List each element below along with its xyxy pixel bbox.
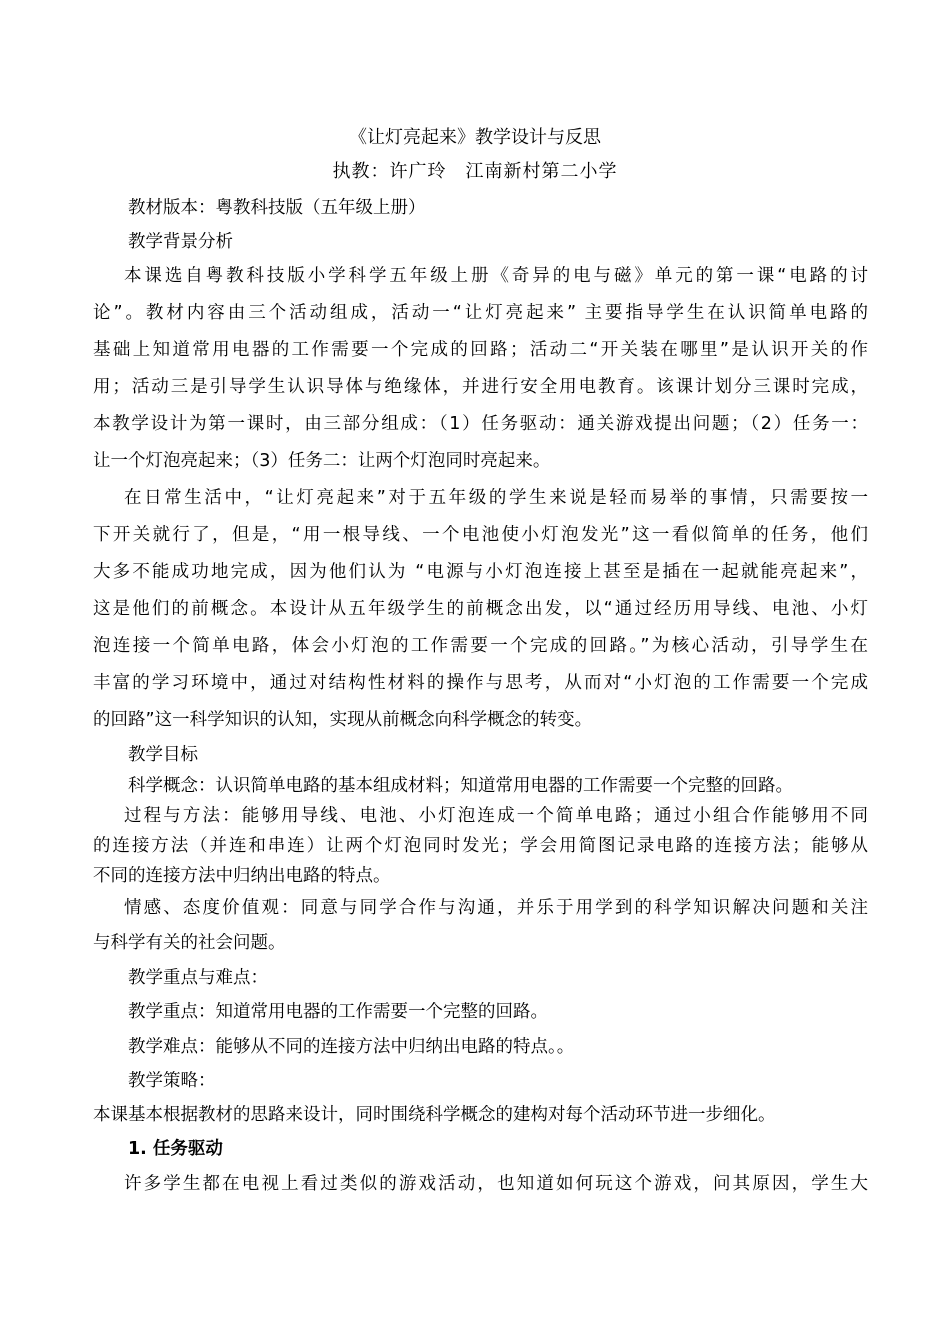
paragraph-line: 下开关就行了，但是，“用一根导线、一个电池使小灯泡发光”这一看似简单的任务，他们: [93, 525, 868, 545]
paragraph-line: 许多学生都在电视上看过类似的游戏活动，也知道如何玩这个游戏，问其原因，学生大: [124, 1174, 868, 1194]
objective-concept: 科学概念：认识简单电路的基本组成材料；知道常用电器的工作需要一个完整的回路。: [128, 776, 793, 796]
paragraph-line: 这是他们的前概念。本设计从五年级学生的前概念出发，以“通过经历用导线、电池、小灯: [93, 599, 868, 619]
paragraph-line: 丰富的学习环境中，通过对结构性材料的操作与思考，从而对“小灯泡的工作需要一个完成: [93, 673, 868, 693]
paragraph-line: 在日常生活中，“让灯亮起来”对于五年级的学生来说是轻而易举的事情，只需要按一: [124, 488, 868, 508]
paragraph-line: 不同的连接方法中归纳出电路的特点。: [93, 866, 391, 886]
paragraph-line: 的回路”这一科学知识的认知，实现从前概念向科学概念的转变。: [93, 710, 593, 730]
paragraph-line: 让一个灯泡亮起来；（3）任务二：让两个灯泡同时亮起来。: [93, 451, 551, 471]
section-heading-strategy: 教学策略：: [128, 1071, 216, 1091]
section-heading-objectives: 教学目标: [128, 745, 198, 765]
paragraph-line: 用；活动三是引导学生认识导体与绝缘体，并进行安全用电教育。该课计划分三课时完成，: [93, 377, 868, 397]
objective-process: 过程与方法：能够用导线、电池、小灯泡连成一个简单电路；通过小组合作能够用不同: [124, 806, 868, 826]
difficult-point: 教学难点：能够从不同的连接方法中归纳出电路的特点。。: [128, 1037, 575, 1057]
objective-attitude: 情感、态度价值观：同意与同学合作与沟通，并乐于用学到的科学知识解决问题和关注: [124, 898, 868, 918]
paragraph-line: 基础上知道常用电器的工作需要一个完成的回路；活动二“开关装在哪里”是认识开关的作: [93, 340, 868, 360]
paragraph-line: 本课基本根据教材的思路来设计，同时围绕科学概念的建构对每个活动环节进一步细化。: [93, 1105, 776, 1125]
paragraph-line: 论”。教材内容由三个活动组成，活动一“让灯亮起来” 主要指导学生在认识简单电路的: [93, 303, 868, 323]
paragraph-line: 的连接方法（并连和串连）让两个灯泡同时发光；学会用简图记录电路的连接方法；能够从: [93, 836, 868, 856]
document-title: 《让灯亮起来》教学设计与反思: [349, 127, 601, 148]
paragraph-line: 本教学设计为第一课时，由三部分组成：（1）任务驱动：通关游戏提出问题；（2）任务一：: [93, 414, 868, 434]
section-heading-background: 教学背景分析: [128, 232, 233, 252]
author-line: 执教：许广玲 江南新村第二小学: [332, 161, 618, 182]
key-point: 教学重点：知道常用电器的工作需要一个完整的回路。: [128, 1002, 548, 1022]
paragraph-line: 本课选自粤教科技版小学科学五年级上册《奇异的电与磁》单元的第一课“电路的讨: [124, 266, 868, 286]
section-heading-keypoints: 教学重点与难点：: [128, 968, 268, 988]
paragraph-line: 泡连接一个简单电路，体会小灯泡的工作需要一个完成的回路。”为核心活动，引导学生在: [93, 636, 868, 656]
textbook-version: 教材版本：粤教科技版（五年级上册）: [128, 198, 426, 218]
paragraph-line: 大多不能成功地完成，因为他们认为 “电源与小灯泡连接上甚至是插在一起就能亮起来”，: [93, 562, 868, 582]
paragraph-line: 与科学有关的社会问题。: [93, 933, 286, 953]
subsection-heading-task-driven: 1. 任务驱动: [128, 1139, 223, 1159]
